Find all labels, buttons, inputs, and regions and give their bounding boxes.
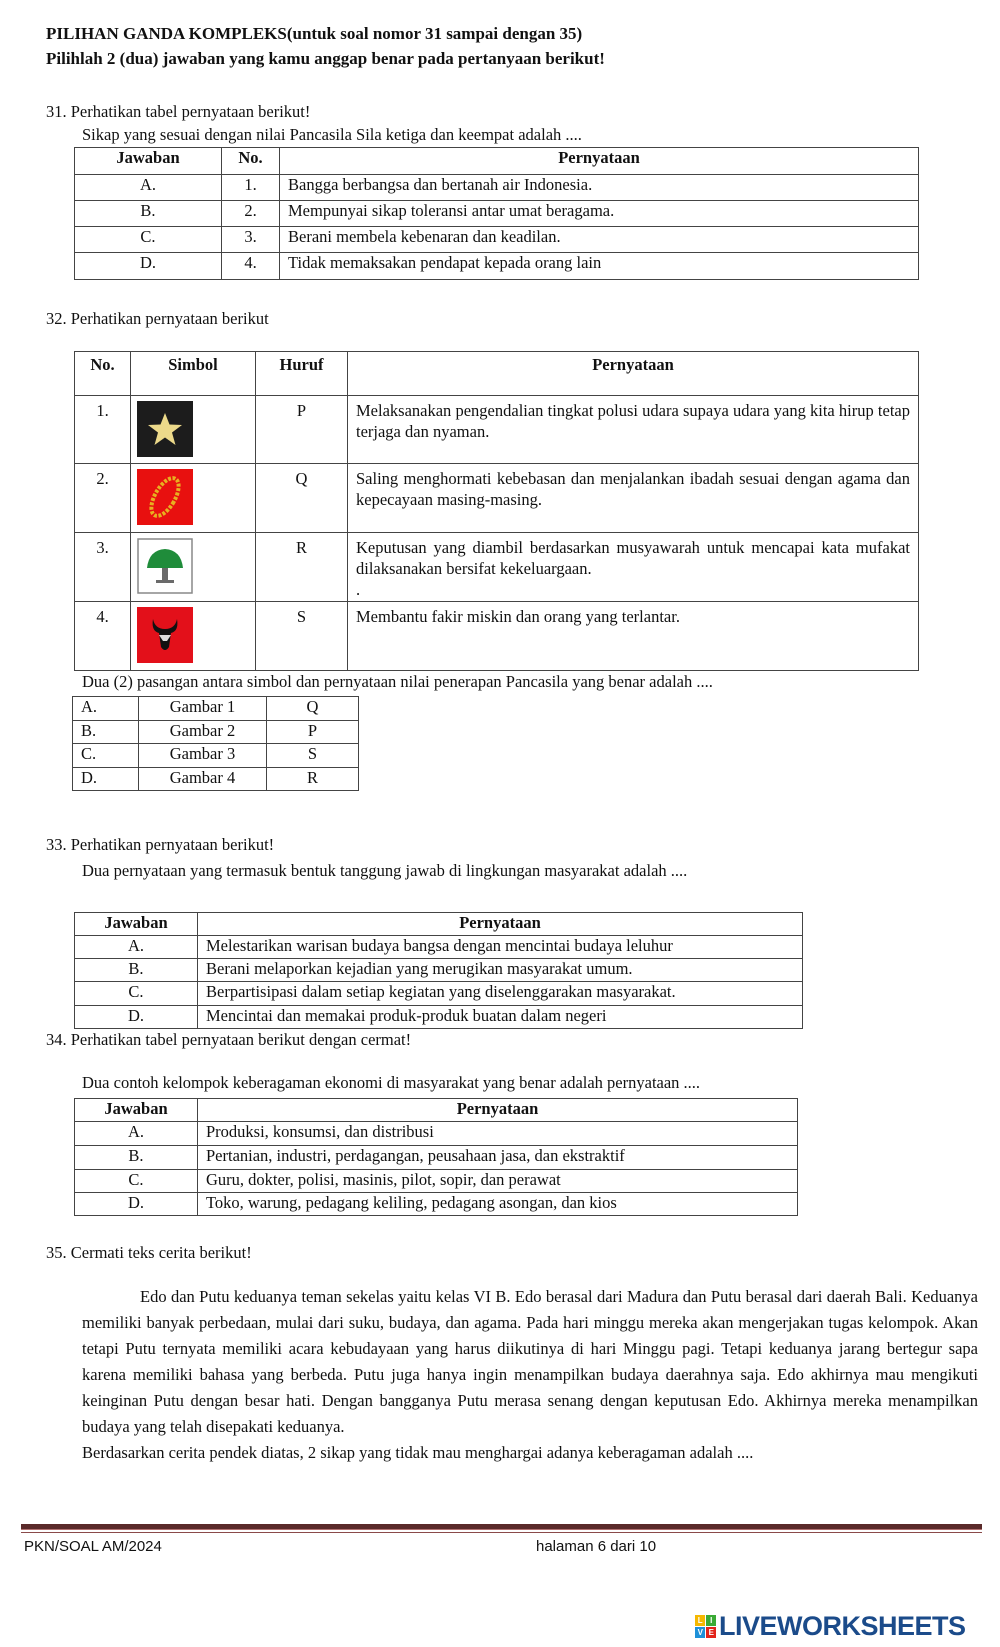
option-image: Gambar 3 xyxy=(139,744,267,768)
q31-title: 31. Perhatikan tabel pernyataan berikut! xyxy=(46,102,311,121)
option-letter: A. xyxy=(75,175,222,201)
option-letter: A. xyxy=(73,697,139,721)
footer-divider xyxy=(21,1524,982,1530)
q34-title: 34. Perhatikan tabel pernyataan berikut dengan cermat! xyxy=(46,1030,412,1049)
statement: Tidak memaksakan pendapat kepada orang lain xyxy=(280,253,919,280)
option-letter-match: S xyxy=(267,744,359,768)
option-letter: B. xyxy=(75,201,222,227)
row-number: 4. xyxy=(75,602,131,671)
q32-options-table xyxy=(72,696,359,791)
option-letter: C. xyxy=(75,227,222,253)
row-number: 3. xyxy=(75,533,131,602)
option-letter: C. xyxy=(75,982,198,1006)
row-number: 2. xyxy=(75,464,131,533)
statement: Guru, dokter, polisi, masinis, pilot, sopir, dan perawat xyxy=(198,1170,798,1193)
chain-icon xyxy=(137,469,193,525)
row-letter: S xyxy=(256,602,348,671)
q35-question: Berdasarkan cerita pendek diatas, 2 sikap yang tidak mau menghargai adanya keberagaman adalah .... xyxy=(82,1443,754,1462)
statement: Berani melaporkan kejadian yang merugikan masyarakat umum. xyxy=(198,959,803,982)
option-image: Gambar 4 xyxy=(139,768,267,791)
statement: Membantu fakir miskin dan orang yang terlantar. xyxy=(348,602,919,671)
header-huruf: Huruf xyxy=(256,352,348,396)
row-number: 1. xyxy=(75,396,131,464)
option-row[interactable] xyxy=(73,768,359,791)
table-row[interactable] xyxy=(75,1170,798,1193)
statement: Bangga berbangsa dan bertanah air Indonesia. xyxy=(280,175,919,201)
option-letter: C. xyxy=(73,744,139,768)
logo-letter: V xyxy=(695,1627,705,1638)
q34-table xyxy=(74,1098,798,1216)
story-passage xyxy=(82,1284,978,1466)
q34-prompt: Dua contoh kelompok keberagaman ekonomi di masyarakat yang benar adalah pernyataan .... xyxy=(82,1073,701,1092)
q35-title: 35. Cermati teks cerita berikut! xyxy=(46,1243,252,1262)
statement: Berani membela kebenaran dan keadilan. xyxy=(280,227,919,253)
option-letter: B. xyxy=(75,959,198,982)
row-letter: R xyxy=(256,533,348,602)
bull-head-icon xyxy=(137,607,193,663)
header-simbol: Simbol xyxy=(131,352,256,396)
logo-letter: E xyxy=(706,1627,716,1638)
liveworksheets-logo[interactable] xyxy=(695,1611,966,1642)
option-letter-match: P xyxy=(267,721,359,744)
statement: Saling menghormati kebebasan dan menjalankan ibadah sesuai dengan agama dan kepecayaan masing-masing. xyxy=(348,464,919,533)
option-letter: D. xyxy=(73,768,139,791)
footer-code: PKN/SOAL AM/2024 xyxy=(24,1538,162,1555)
option-letter: A. xyxy=(75,936,198,959)
statement: Melaksanakan pengendalian tingkat polusi udara supaya udara yang kita hirup tetap terjaga dan nyaman. xyxy=(348,396,919,464)
table-row[interactable] xyxy=(75,1146,798,1170)
row-number: 3. xyxy=(222,227,280,253)
star-icon xyxy=(137,401,193,457)
q31-prompt: Sikap yang sesuai dengan nilai Pancasila Sila ketiga dan keempat adalah .... xyxy=(82,125,582,144)
option-letter: D. xyxy=(75,1193,198,1216)
page-number: halaman 6 dari 10 xyxy=(536,1538,657,1555)
statement: Melestarikan warisan budaya bangsa dengan mencintai budaya leluhur xyxy=(198,936,803,959)
statement-text: Keputusan yang diambil berdasarkan musyawarah untuk mencapai kata mufakat dilaksanakan bersifat kekeluargaan. xyxy=(356,538,910,578)
logo-mark-icon xyxy=(695,1615,716,1638)
q33-prompt: Dua pernyataan yang termasuk bentuk tanggung jawab di lingkungan masyarakat adalah .... xyxy=(82,861,688,880)
statement: Pertanian, industri, perdagangan, peusahaan jasa, dan ekstraktif xyxy=(198,1146,798,1170)
table-row[interactable] xyxy=(75,1006,803,1029)
section-title: PILIHAN GANDA KOMPLEKS(untuk soal nomor 31 sampai dengan 35) xyxy=(46,24,583,43)
q33-table xyxy=(74,912,803,1029)
header-jawaban: Jawaban xyxy=(75,148,222,175)
statement xyxy=(348,533,919,602)
header-no: No. xyxy=(222,148,280,175)
statement: Toko, warung, pedagang keliling, pedagang asongan, dan kios xyxy=(198,1193,798,1216)
header-pernyataan: Pernyataan xyxy=(280,148,919,175)
option-letter-match: R xyxy=(267,768,359,791)
q32-table xyxy=(74,351,919,671)
option-letter: D. xyxy=(75,1006,198,1029)
table-row xyxy=(75,464,919,533)
q33-title: 33. Perhatikan pernyataan berikut! xyxy=(46,835,275,854)
statement: Mencintai dan memakai produk-produk buatan dalam negeri xyxy=(198,1006,803,1029)
header-jawaban: Jawaban xyxy=(75,913,198,936)
row-number: 2. xyxy=(222,201,280,227)
option-letter: B. xyxy=(73,721,139,744)
option-letter: A. xyxy=(75,1122,198,1146)
table-row[interactable] xyxy=(75,227,919,253)
option-letter: C. xyxy=(75,1170,198,1193)
header-no: No. xyxy=(75,352,131,396)
table-row xyxy=(75,602,919,671)
table-row[interactable] xyxy=(75,1193,798,1216)
statement: Mempunyai sikap toleransi antar umat beragama. xyxy=(280,201,919,227)
logo-text: LIVEWORKSHEETS xyxy=(719,1611,966,1641)
row-number: 1. xyxy=(222,175,280,201)
section-instruction: Pilihlah 2 (dua) jawaban yang kamu anggap benar pada pertanyaan berikut! xyxy=(46,49,605,68)
option-row[interactable] xyxy=(73,744,359,768)
header-pernyataan: Pernyataan xyxy=(198,913,803,936)
table-row[interactable] xyxy=(75,959,803,982)
header-pernyataan: Pernyataan xyxy=(198,1099,798,1122)
table-row[interactable] xyxy=(75,1122,798,1146)
footer-divider-thin xyxy=(21,1532,982,1533)
option-image: Gambar 1 xyxy=(139,697,267,721)
statement: Berpartisipasi dalam setiap kegiatan yang diselenggarakan masyarakat. xyxy=(198,982,803,1006)
table-row xyxy=(75,396,919,464)
header-pernyataan: Pernyataan xyxy=(348,352,919,396)
option-row[interactable] xyxy=(73,721,359,744)
story-text: Edo dan Putu keduanya teman sekelas yaitu kelas VI B. Edo berasal dari Madura dan Putu berasal dari daerah Bali. Keduanya memiliki banyak perbedaan, mulai dari suku, budaya, dan agama. Pada hari minggu mereka akan mengerjakan tugas kelompok. Akan tetapi Putu ternyata memiliki acara kebudayaan yang harus diikutinya di hari Minggu pagi. Tetapi keduanya jarang bertegur sapa karena memiliki bahasa yang berbeda. Putu juga hanya ingin menampilkan budaya daerahnya saja. Edo akhirnya mau mengikuti keinginan Putu dengan besar hati. Dengan bangganya Putu merasa senang dengan keputusan Edo. Akhirnya mereka menampilkan budaya yang telah disepakati keduanya. xyxy=(82,1287,978,1436)
row-letter: Q xyxy=(256,464,348,533)
statement-extra: . xyxy=(356,580,361,599)
logo-letter: L xyxy=(695,1615,705,1626)
table-row xyxy=(75,533,919,602)
banyan-tree-icon xyxy=(137,538,193,594)
table-row[interactable] xyxy=(75,936,803,959)
row-number: 4. xyxy=(222,253,280,280)
q32-prompt: Dua (2) pasangan antara simbol dan pernyataan nilai penerapan Pancasila yang benar adalah .... xyxy=(82,672,713,691)
option-letter-match: Q xyxy=(267,697,359,721)
table-row[interactable] xyxy=(75,982,803,1006)
option-image: Gambar 2 xyxy=(139,721,267,744)
row-letter: P xyxy=(256,396,348,464)
header-jawaban: Jawaban xyxy=(75,1099,198,1122)
q32-title: 32. Perhatikan pernyataan berikut xyxy=(46,309,269,328)
statement: Produksi, konsumsi, dan distribusi xyxy=(198,1122,798,1146)
logo-letter: I xyxy=(706,1615,716,1626)
table-row[interactable] xyxy=(75,201,919,227)
table-row[interactable] xyxy=(75,175,919,201)
q31-table xyxy=(74,147,919,280)
option-row[interactable] xyxy=(73,697,359,721)
option-letter: D. xyxy=(75,253,222,280)
table-row[interactable] xyxy=(75,253,919,280)
option-letter: B. xyxy=(75,1146,198,1170)
